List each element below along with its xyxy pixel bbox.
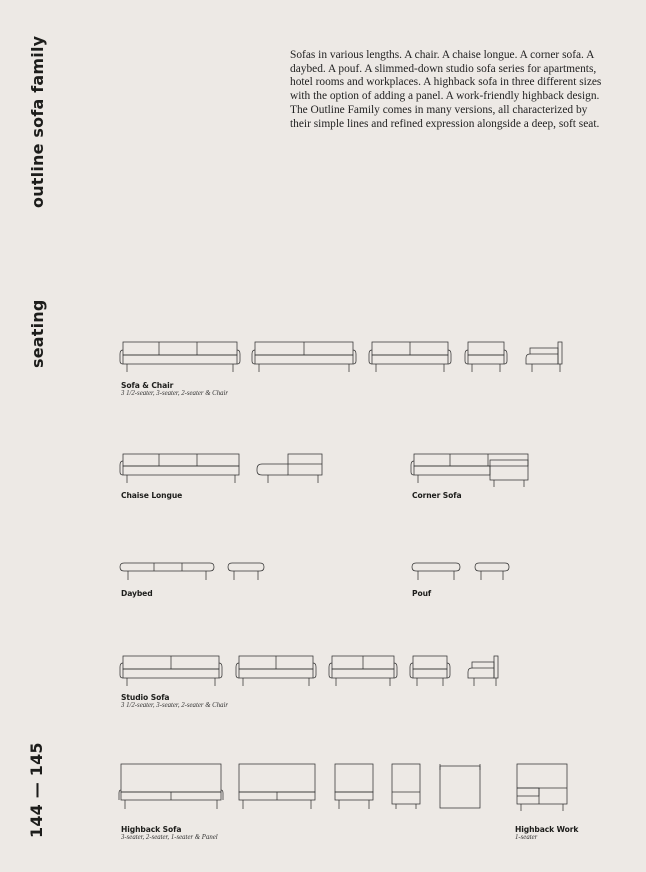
pouf-front-illustration bbox=[410, 561, 462, 583]
studio-sofa-3-seater-illustration bbox=[235, 652, 317, 690]
highback-sofa-1-seater-illustration bbox=[331, 762, 377, 812]
sofa-3-5-seater-illustration bbox=[119, 338, 241, 376]
daybed-front-illustration bbox=[118, 561, 216, 583]
chaise-longue-side-illustration bbox=[256, 450, 324, 486]
chaise-longue-front-illustration bbox=[119, 450, 243, 486]
highback-work-sublabel: 1-seater bbox=[515, 834, 538, 841]
category-label: seating bbox=[28, 299, 47, 368]
studio-sofa-sublabel: 3 1/2-seater, 3-seater, 2-seater & Chair bbox=[121, 702, 229, 709]
panel-illustration bbox=[436, 762, 484, 812]
studio-sofa-3-5-seater-illustration bbox=[119, 652, 223, 690]
studio-chair-front-illustration bbox=[409, 652, 451, 690]
studio-chair-side-illustration bbox=[462, 652, 502, 690]
highback-sofa-3-seater-illustration bbox=[117, 762, 225, 812]
chair-front-illustration bbox=[464, 338, 508, 376]
sofa-chair-label: Sofa & Chair bbox=[121, 381, 174, 390]
sofa-3-seater-illustration bbox=[251, 338, 357, 376]
page-numbers: 144 — 145 bbox=[27, 742, 46, 838]
corner-sofa-label: Corner Sofa bbox=[412, 491, 462, 500]
chaise-longue-label: Chaise Longue bbox=[121, 491, 183, 500]
corner-sofa-illustration bbox=[410, 450, 532, 490]
highback-work-label: Highback Work bbox=[515, 825, 579, 834]
pouf-side-illustration bbox=[473, 561, 511, 583]
intro-paragraph: Sofas in various lengths. A chair. A chaise longue. A corner sofa. A daybed. A pouf. A slimmed-down studio sofa series for apartments, hotel rooms and workplaces. A highback sofa in three different sizes with the option of adding a panel. A work-friendly highback design. The Outline Family comes in many versions, all characterized by their simple lines and refined expression alongside a deep, soft seat. bbox=[290, 49, 602, 130]
daybed-side-illustration bbox=[226, 561, 266, 583]
page-title: outline sofa family bbox=[28, 35, 47, 208]
chair-side-illustration bbox=[520, 338, 566, 376]
pouf-label: Pouf bbox=[412, 589, 432, 598]
highback-sofa-label: Highback Sofa bbox=[121, 825, 182, 834]
sofa-chair-sublabel: 3 1/2-seater, 3-seater, 2-seater & Chair bbox=[121, 390, 229, 397]
sofa-2-seater-illustration bbox=[368, 338, 452, 376]
daybed-label: Daybed bbox=[121, 589, 153, 598]
highback-sofa-2-seater-illustration bbox=[235, 762, 319, 812]
highback-sofa-side-illustration bbox=[388, 762, 424, 812]
highback-sofa-sublabel: 3-seater, 2-seater, 1-seater & Panel bbox=[121, 834, 218, 841]
highback-work-illustration bbox=[513, 762, 571, 814]
studio-sofa-label: Studio Sofa bbox=[121, 693, 170, 702]
studio-sofa-2-seater-illustration bbox=[328, 652, 398, 690]
